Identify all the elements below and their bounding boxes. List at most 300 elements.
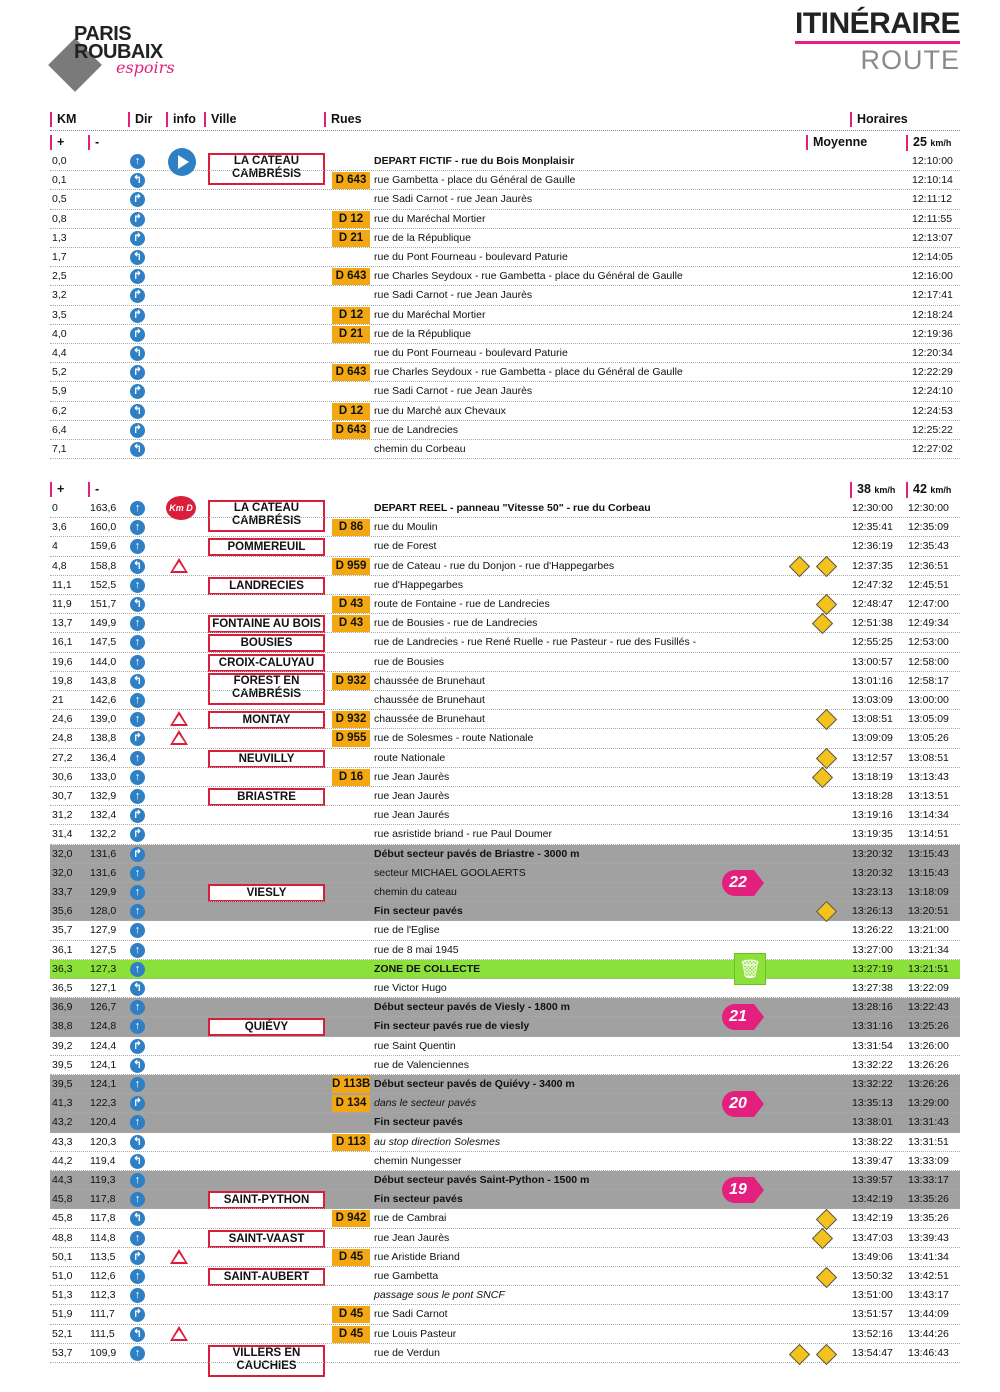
table-row: [50, 998, 960, 1017]
km-value: 48,8: [52, 1231, 73, 1244]
km-remaining: 124,1: [90, 1058, 117, 1071]
rue-name: rue asristide briand - rue Paul Doumer: [374, 828, 552, 841]
road-badge: D 45: [332, 1306, 370, 1323]
km-value: 5,2: [52, 366, 67, 379]
direction-arrow-icon: ↑: [130, 1192, 145, 1207]
time-38: 13:51:57: [852, 1308, 893, 1321]
table-row: [50, 787, 960, 806]
direction-arrow-icon: ↰: [130, 1058, 145, 1073]
col-horaires: Horaires: [850, 112, 908, 127]
table-row: [50, 979, 960, 998]
table-row: [50, 306, 960, 325]
direction-arrow-icon: ↱: [130, 1307, 145, 1322]
time-38: 13:18:28: [852, 790, 893, 802]
time-38: 13:26:13: [852, 905, 893, 918]
warning-triangle-icon: [170, 711, 188, 726]
rue-name: rue de Bousies: [374, 655, 445, 668]
direction-arrow-icon: ↱: [130, 327, 145, 342]
table-row: [50, 883, 960, 902]
km-value: 1,7: [52, 251, 67, 263]
km-value: 4,4: [52, 347, 67, 359]
direction-arrow-icon: ↑: [130, 1269, 145, 1284]
km-value: 4: [52, 540, 58, 553]
table-row: [50, 190, 960, 209]
rue-name: rue Sadi Carnot: [374, 1308, 448, 1321]
km-value: 35,7: [52, 924, 73, 937]
title-bar: [795, 41, 960, 44]
rue-name: DEPART FICTIF - rue du Bois Monplaisir: [374, 155, 575, 167]
rue-name: rue Sadi Carnot - rue Jean Jaurès: [374, 385, 533, 398]
time-38: 13:27:38: [852, 982, 893, 994]
time-42: 12:53:00: [908, 636, 949, 649]
km-remaining: 127,5: [90, 943, 117, 956]
rue-name: rue Gambetta - place du Général de Gaulle: [374, 174, 576, 187]
km-remaining: 132,2: [90, 828, 117, 841]
direction-arrow-icon: ↑: [130, 1231, 145, 1246]
ville-name: SAINT-VAAST: [208, 1230, 325, 1248]
direction-arrow-icon: ↰: [130, 1327, 145, 1342]
time-42: 13:31:51: [908, 1135, 949, 1148]
km-remaining: 127,3: [90, 962, 117, 975]
km-remaining: 117,8: [90, 1212, 116, 1225]
time-42: 13:22:43: [908, 1001, 949, 1014]
direction-arrow-icon: ↰: [130, 404, 145, 419]
rue-name: chaussée de Brunehaut: [374, 694, 485, 706]
direction-arrow-icon: ↱: [130, 231, 145, 246]
time-38: 13:08:51: [852, 713, 893, 726]
direction-arrow-icon: ↑: [130, 770, 145, 785]
road-badge: D 86: [332, 519, 370, 536]
time-38: 12:47:32: [852, 578, 893, 591]
time-38: 12:55:25: [852, 636, 893, 649]
km-value: 51,9: [52, 1308, 73, 1321]
time-42: 13:46:43: [908, 1346, 949, 1359]
rue-name: rue Jean Jaurès: [374, 1231, 450, 1244]
rue-name: rue Jean Jaurès: [374, 770, 450, 783]
direction-arrow-icon: ↱: [130, 827, 145, 842]
km-value: 19,6: [52, 655, 73, 668]
rue-name: rue de Solesmes - route Nationale: [374, 732, 534, 745]
rue-name: Début secteur pavés de Quiévy - 3400 m: [374, 1078, 575, 1090]
table-row: [50, 1037, 960, 1056]
km-value: 33,7: [52, 886, 73, 898]
road-badge: D 113B: [332, 1076, 370, 1093]
km-value: 0,0: [52, 155, 67, 167]
km-value: 30,6: [52, 770, 73, 783]
direction-arrow-icon: ↰: [130, 442, 145, 457]
km-value: 31,2: [52, 809, 73, 822]
rue-name: DEPART REEL - panneau "Vitesse 50" - rue du Corbeau: [374, 502, 651, 514]
table-row: [50, 229, 960, 248]
direction-arrow-icon: ↰: [130, 1154, 145, 1169]
road-badge: D 43: [332, 596, 370, 613]
time-42: 13:05:09: [908, 713, 949, 726]
km-remaining: 112,3: [90, 1289, 116, 1302]
time-38: 13:00:57: [852, 655, 893, 668]
direction-arrow-icon: ↱: [130, 1039, 145, 1054]
rue-name: Fin secteur pavés: [374, 905, 463, 918]
time-25: 12:22:29: [912, 366, 953, 379]
km-value: 7,1: [52, 443, 67, 455]
table-row: [50, 286, 960, 305]
direction-arrow-icon: ↑: [130, 1173, 145, 1188]
time-38: 13:39:57: [852, 1174, 893, 1186]
table-row: [50, 960, 960, 979]
direction-arrow-icon: ↱: [130, 308, 145, 323]
direction-arrow-icon: ↑: [130, 943, 145, 958]
km-value: 38,8: [52, 1020, 73, 1033]
km-value: 44,3: [52, 1174, 73, 1186]
time-42: 13:21:34: [908, 943, 949, 956]
road-badge: D 16: [332, 769, 370, 786]
km-value: 0,1: [52, 174, 67, 187]
ville-name: POMMEREUIL: [208, 538, 325, 556]
direction-arrow-icon: ↑: [130, 866, 145, 881]
road-badge: D 45: [332, 1249, 370, 1266]
time-42: 12:49:34: [908, 617, 949, 630]
time-42: 13:18:09: [908, 886, 949, 898]
km-value: 41,3: [52, 1097, 73, 1110]
km-remaining: 119,3: [90, 1174, 116, 1186]
page-title: [795, 8, 960, 74]
minus-label: -: [88, 135, 99, 150]
km-remaining: 149,9: [90, 617, 117, 630]
km-value: 2,5: [52, 270, 67, 283]
km-value: 21: [52, 694, 64, 706]
direction-arrow-icon: ↱: [130, 384, 145, 399]
rue-name: chemin du Corbeau: [374, 443, 466, 455]
direction-arrow-icon: ↑: [130, 154, 145, 169]
rue-name: rue de 8 mai 1945: [374, 943, 459, 956]
direction-arrow-icon: ↱: [130, 731, 145, 746]
km-value: 4,8: [52, 559, 67, 572]
rue-name: rue Saint Quentin: [374, 1039, 456, 1052]
time-38: 12:48:47: [852, 598, 893, 610]
km-value: 11,1: [52, 578, 72, 591]
rue-name: Fin secteur pavés rue de viesly: [374, 1020, 530, 1033]
time-25: 12:11:55: [912, 212, 953, 225]
time-42: 13:14:51: [908, 828, 949, 841]
km-value: 52,1: [52, 1327, 73, 1340]
km-remaining: 128,0: [90, 905, 117, 918]
time-25: 12:25:22: [912, 423, 953, 436]
ville-name: FONTAINE AU BOIS: [208, 615, 325, 633]
direction-arrow-icon: ↑: [130, 616, 145, 631]
time-38: 13:31:16: [852, 1020, 893, 1033]
road-badge: D 643: [332, 172, 370, 189]
rue-name: rue de Landrecies: [374, 423, 459, 436]
time-42: 13:15:43: [908, 847, 949, 860]
time-42: 13:41:34: [908, 1250, 949, 1263]
km-value: 35,6: [52, 905, 73, 918]
km-value: 4,0: [52, 327, 67, 340]
time-42: 13:08:51: [908, 751, 949, 764]
km-value: 24,8: [52, 732, 73, 745]
table-row: [50, 1286, 960, 1305]
time-25: 12:27:02: [912, 443, 953, 455]
direction-arrow-icon: ↑: [130, 635, 145, 650]
table-row: [50, 691, 960, 710]
plus-label: +: [50, 482, 64, 497]
road-badge: D 12: [332, 403, 370, 420]
km-value: 31,4: [52, 828, 73, 841]
time-25: 12:16:00: [912, 270, 953, 283]
road-badge: D 134: [332, 1095, 370, 1112]
road-badge: D 955: [332, 730, 370, 747]
ville-name: LA CATEAU CAMBRÉSIS: [208, 500, 325, 532]
km-value: 3,5: [52, 308, 67, 321]
table-row: [50, 576, 960, 595]
rue-name: rue de Cateau - rue du Donjon - rue d'Happegarbes: [374, 559, 615, 572]
km-value: 6,4: [52, 423, 67, 436]
km-remaining: 133,0: [90, 770, 117, 783]
ville-name: FOREST EN CAMBRÉSIS: [208, 673, 325, 705]
table-row: [50, 1152, 960, 1171]
column-headers: [50, 112, 960, 128]
table-row: [50, 325, 960, 344]
table-row: [50, 921, 960, 940]
rue-name: rue du Pont Fourneau - boulevard Paturie: [374, 251, 568, 263]
minus-label: -: [88, 482, 99, 497]
time-42: 13:15:43: [908, 866, 949, 879]
warning-triangle-icon: [170, 1326, 188, 1341]
km-value: 30,7: [52, 790, 73, 802]
km-remaining: 129,9: [90, 886, 117, 898]
km-value: 39,5: [52, 1078, 73, 1090]
road-badge: D 643: [332, 422, 370, 439]
rue-name: rue du Maréchal Mortier: [374, 308, 486, 321]
table-row: [50, 518, 960, 537]
time-38: 12:37:35: [852, 559, 893, 572]
km-value: 39,5: [52, 1058, 73, 1071]
time-38: 13:32:22: [852, 1078, 893, 1090]
km-value: 36,5: [52, 982, 73, 994]
speed1-label: 38 km/h: [850, 482, 895, 498]
km-remaining: 132,9: [90, 790, 117, 802]
play-icon: [168, 148, 196, 176]
rue-name: rue de Forest: [374, 540, 437, 553]
time-38: 12:51:38: [852, 617, 893, 630]
km-value: 3,6: [52, 521, 67, 534]
direction-arrow-icon: ↑: [130, 904, 145, 919]
road-badge: D 21: [332, 230, 370, 247]
time-42: 13:42:51: [908, 1270, 949, 1282]
col-dir: Dir: [128, 112, 152, 127]
time-42: 13:31:43: [908, 1116, 949, 1129]
direction-arrow-icon: ↰: [130, 597, 145, 612]
ville-name: VIESLY: [208, 884, 325, 902]
sector-badge-20: 20: [722, 1091, 754, 1117]
table-row: [50, 537, 960, 556]
sector-badge-22: 22: [722, 870, 754, 896]
title-line1: ITINÉRAIRE: [794, 7, 960, 40]
table-row: [50, 210, 960, 229]
km-value: 39,2: [52, 1039, 73, 1052]
time-42: 13:21:00: [908, 924, 949, 937]
km-value: 0: [52, 502, 58, 514]
time-38: 13:28:16: [852, 1001, 893, 1014]
km-remaining: 144,0: [90, 655, 117, 668]
rue-name: rue de la République: [374, 231, 471, 244]
time-38: 13:54:47: [852, 1346, 893, 1359]
paris-roubaix-logo: [48, 22, 188, 92]
km-remaining: 151,7: [90, 598, 117, 610]
time-25: 12:13:07: [912, 231, 953, 244]
direction-arrow-icon: ↑: [130, 501, 145, 516]
table-row: [50, 941, 960, 960]
km-remaining: 160,0: [90, 521, 117, 534]
time-38: 12:35:41: [852, 521, 893, 534]
time-25: 12:18:24: [912, 308, 953, 321]
time-42: 13:20:51: [908, 905, 949, 918]
road-badge: D 21: [332, 326, 370, 343]
speed-label: 25 km/h: [906, 135, 951, 151]
rue-name: Début secteur pavés de Viesly - 1800 m: [374, 1001, 570, 1014]
rue-name: chaussée de Brunehaut: [374, 713, 485, 726]
km-remaining: 142,6: [90, 694, 117, 706]
time-38: 13:19:16: [852, 809, 893, 822]
km-remaining: 136,4: [90, 751, 117, 764]
km-value: 50,1: [52, 1250, 73, 1263]
ville-name: MONTAY: [208, 711, 325, 729]
table-row: [50, 825, 960, 844]
table-row: [50, 864, 960, 883]
rue-name: rue Sadi Carnot - rue Jean Jaurès: [374, 289, 533, 302]
km-remaining: 147,5: [90, 636, 117, 649]
moyenne-label: Moyenne: [806, 135, 867, 150]
time-38: 13:03:09: [852, 694, 893, 706]
rue-name: rue Charles Seydoux - rue Gambetta - place du Général de Gaulle: [374, 270, 683, 283]
time-42: 13:33:17: [908, 1174, 949, 1186]
km-remaining: 114,8: [90, 1231, 116, 1244]
time-38: 13:35:13: [852, 1097, 893, 1110]
direction-arrow-icon: ↱: [130, 808, 145, 823]
section2-subheader: [50, 482, 960, 498]
km-value: 36,1: [52, 943, 73, 956]
time-42: 13:13:51: [908, 790, 949, 802]
direction-arrow-icon: ↱: [130, 192, 145, 207]
km-remaining: 127,1: [90, 982, 117, 994]
rue-name: dans le secteur pavés: [374, 1097, 477, 1110]
km-remaining: 126,7: [90, 1001, 117, 1014]
km-value: 32,0: [52, 866, 73, 879]
km-remaining: 127,9: [90, 924, 117, 937]
table-row: [50, 1113, 960, 1132]
road-badge: D 643: [332, 268, 370, 285]
km-value: 43,3: [52, 1135, 73, 1148]
time-38: 12:36:19: [852, 540, 893, 553]
logo-line1: PARIS: [74, 23, 132, 45]
time-38: 13:09:09: [852, 732, 893, 745]
direction-arrow-icon: ↱: [130, 212, 145, 227]
sector-badge-19: 19: [722, 1177, 754, 1203]
time-38: 13:01:16: [852, 674, 893, 687]
time-42: 13:35:26: [908, 1193, 949, 1206]
table-row: [50, 344, 960, 363]
km-value: 19,8: [52, 674, 73, 687]
direction-arrow-icon: ↱: [130, 288, 145, 303]
rue-name: route de Fontaine - rue de Landrecies: [374, 598, 550, 610]
table-row: [50, 1133, 960, 1152]
table-row: [50, 363, 960, 382]
direction-arrow-icon: ↰: [130, 346, 145, 361]
direction-arrow-icon: ↑: [130, 539, 145, 554]
time-38: 13:39:47: [852, 1154, 893, 1167]
direction-arrow-icon: ↑: [130, 751, 145, 766]
rue-name: rue du Moulin: [374, 521, 438, 534]
direction-arrow-icon: ↰: [130, 559, 145, 574]
time-25: 12:14:05: [912, 251, 953, 263]
time-42: 12:45:51: [908, 578, 949, 591]
km-value: 36,9: [52, 1001, 73, 1014]
km-remaining: 112,6: [90, 1270, 116, 1282]
direction-arrow-icon: ↑: [130, 885, 145, 900]
time-42: 13:44:26: [908, 1327, 949, 1340]
km-remaining: 163,6: [90, 502, 117, 514]
direction-arrow-icon: ↑: [130, 789, 145, 804]
km-remaining: 124,4: [90, 1039, 117, 1052]
warning-triangle-icon: [170, 730, 188, 745]
rue-name: Fin secteur pavés: [374, 1116, 463, 1129]
km-value: 11,9: [52, 598, 72, 610]
time-25: 12:10:00: [912, 155, 953, 167]
logo-line3: espoirs: [116, 58, 175, 77]
direction-arrow-icon: ↱: [130, 1250, 145, 1265]
km-remaining: 113,5: [90, 1250, 116, 1263]
rue-name: rue du Maréchal Mortier: [374, 212, 486, 225]
time-38: 13:42:19: [852, 1212, 893, 1225]
road-badge: D 113: [332, 1134, 370, 1151]
km-value: 0,8: [52, 212, 67, 225]
km-value: 0,5: [52, 193, 67, 206]
time-42: 12:36:51: [908, 559, 949, 572]
time-25: 12:11:12: [912, 193, 953, 206]
km-value: 45,8: [52, 1212, 73, 1225]
rue-name: rue Charles Seydoux - rue Gambetta - place du Général de Gaulle: [374, 366, 683, 379]
rue-name: rue de l'Eglise: [374, 924, 440, 937]
km-remaining: 139,0: [90, 713, 117, 726]
km-remaining: 132,4: [90, 809, 117, 822]
km-remaining: 124,1: [90, 1078, 117, 1090]
km-value: 44,2: [52, 1154, 73, 1167]
road-badge: D 942: [332, 1210, 370, 1227]
time-42: 12:58:17: [908, 674, 949, 687]
km-value: 3,2: [52, 289, 67, 302]
rue-name: rue d'Happegarbes: [374, 578, 463, 591]
time-38: 13:19:35: [852, 828, 893, 841]
direction-arrow-icon: ↑: [130, 1000, 145, 1015]
time-25: 12:10:14: [912, 174, 953, 187]
table-row: [50, 1305, 960, 1324]
time-38: 13:38:22: [852, 1135, 893, 1148]
time-42: 12:58:00: [908, 655, 949, 668]
time-38: 13:12:57: [852, 751, 893, 764]
time-42: 12:47:00: [908, 598, 949, 610]
time-38: 12:30:00: [852, 502, 893, 514]
rue-name: rue Victor Hugo: [374, 982, 447, 994]
rue-name: chaussée de Brunehaut: [374, 674, 485, 687]
km-remaining: 124,8: [90, 1020, 117, 1033]
time-42: 13:26:26: [908, 1058, 949, 1071]
road-badge: D 12: [332, 307, 370, 324]
ville-name: SAINT-AUBERT: [208, 1268, 325, 1286]
time-42: 13:44:09: [908, 1308, 949, 1321]
km-value: 24,6: [52, 713, 73, 726]
direction-arrow-icon: ↑: [130, 693, 145, 708]
sector-badge-21: 21: [722, 1004, 754, 1030]
km-remaining: 120,3: [90, 1135, 117, 1148]
rue-name: au stop direction Solesmes: [374, 1135, 501, 1148]
